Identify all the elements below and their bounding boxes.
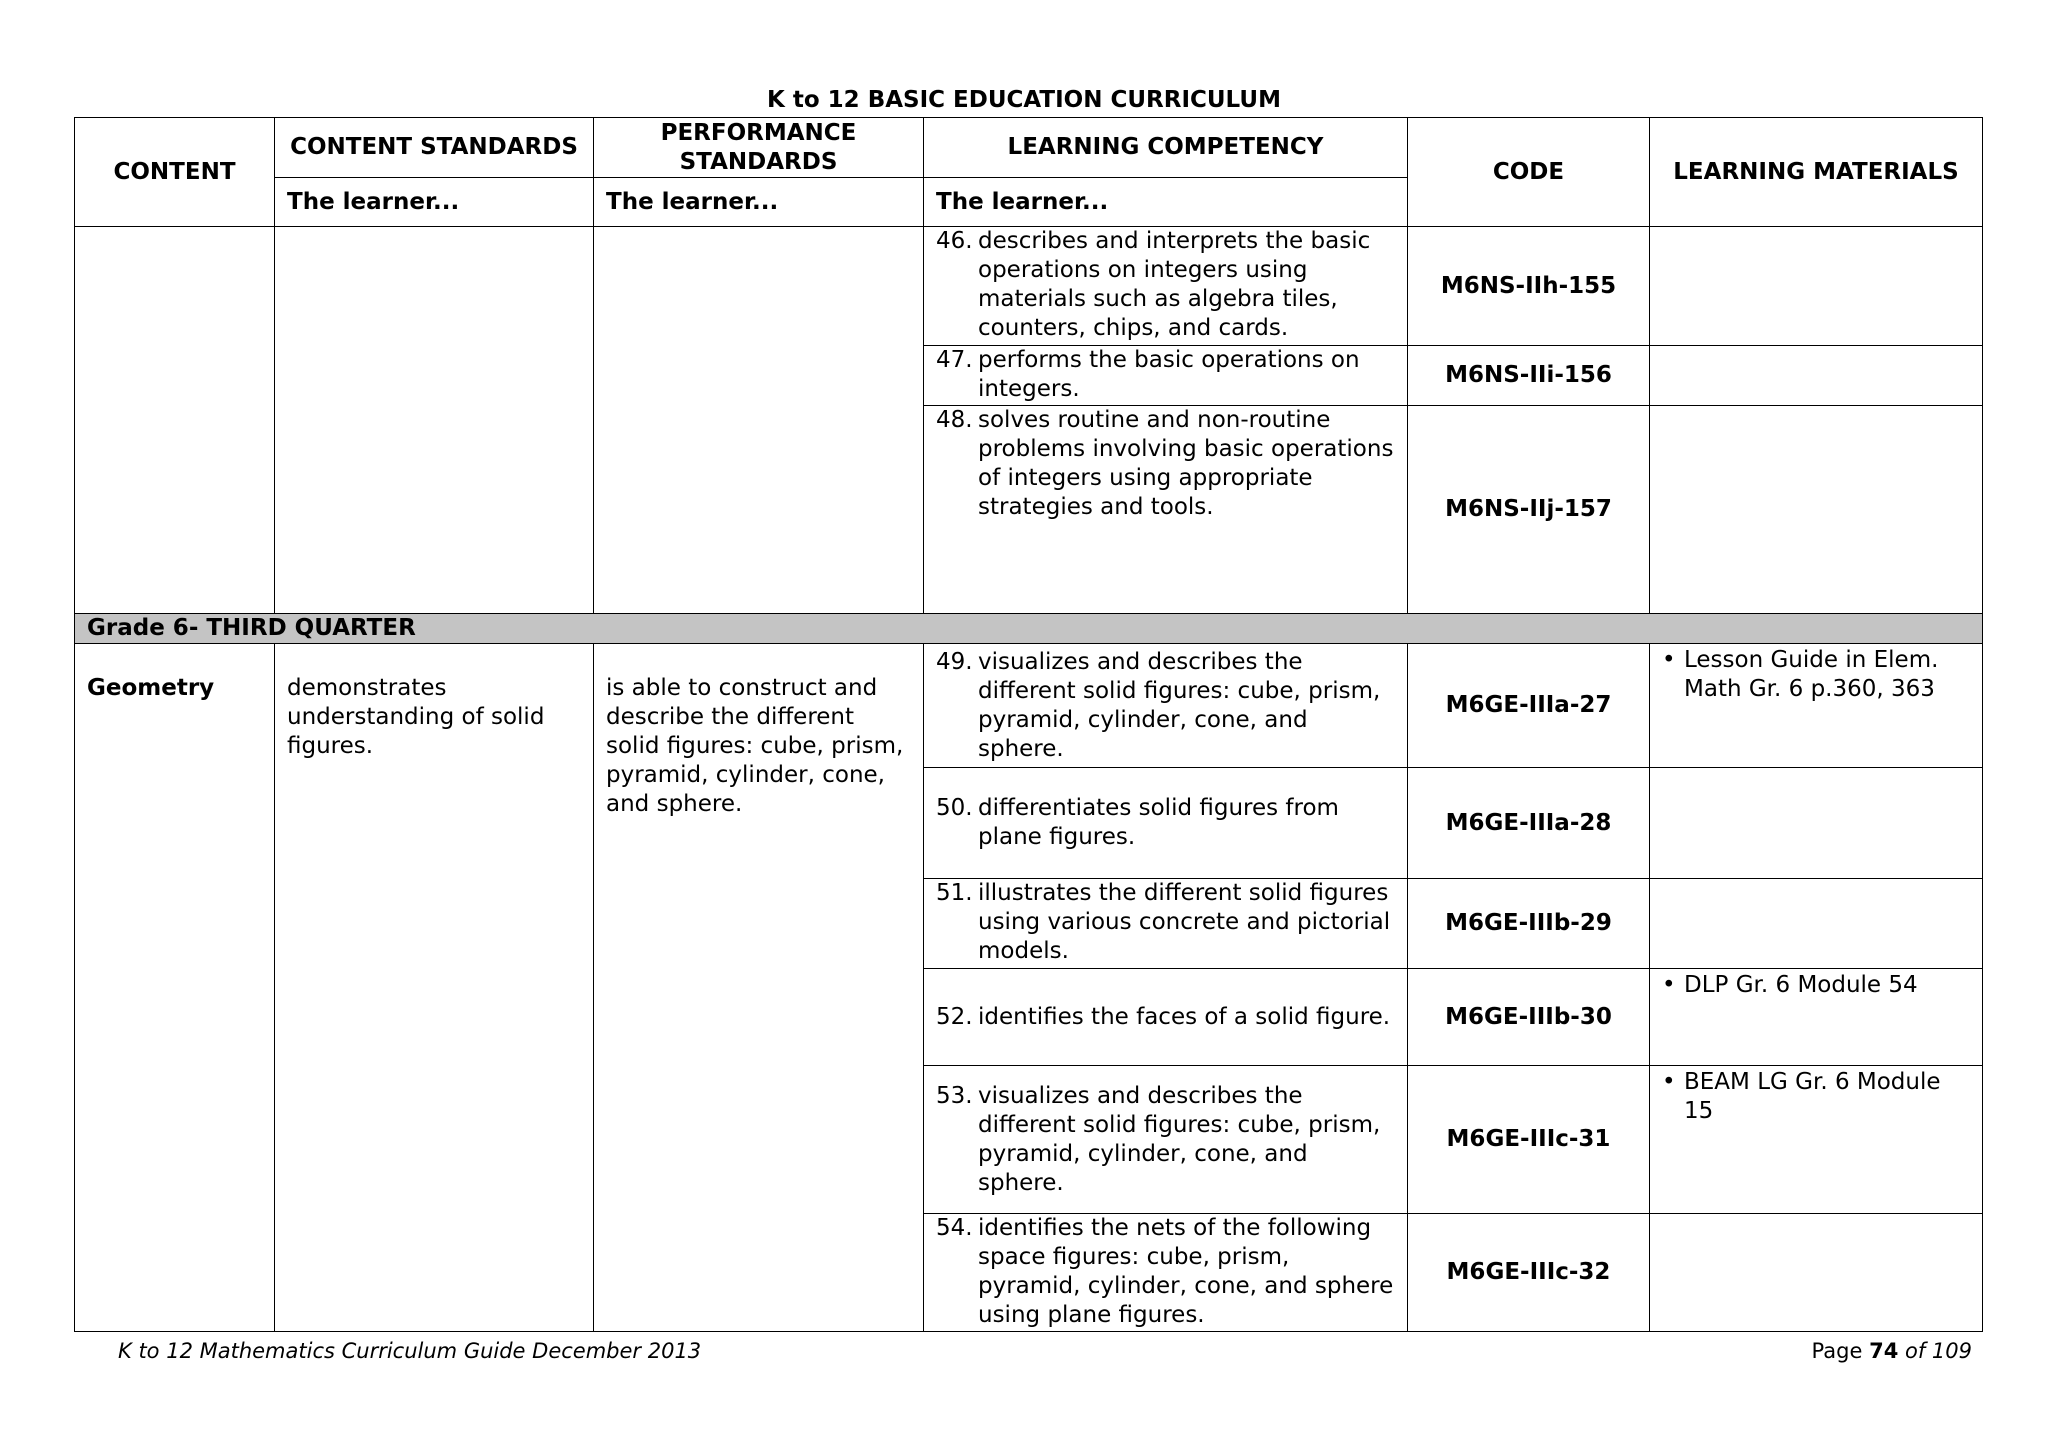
content-standard-cell-empty [275,227,594,614]
competency-cell [924,406,1408,614]
materials-cell [1650,1214,1983,1332]
materials-cell [1650,768,1983,879]
competency-cell [924,969,1408,1066]
competency-number: 51. [936,880,973,906]
footer-guide-title: K to 12 Mathematics Curriculum Guide December 2013 [118,1339,702,1363]
bullet-icon: • [1662,972,1676,998]
document-title: K to 12 BASIC EDUCATION CURRICULUM [767,87,1281,113]
page-total: of 109 [1905,1339,1972,1363]
header-learner-cs: The learner... [275,178,594,227]
header-learner-lc: The learner... [924,178,1408,227]
competency-cell [924,1066,1408,1214]
materials-cell [1650,406,1983,614]
code-cell: M6GE-IIIa-27 [1408,644,1650,768]
content-geometry: Geometry [75,644,275,1332]
code-cell: M6GE-IIIc-31 [1408,1066,1650,1214]
competency-cell [924,879,1408,969]
code-cell: M6NS-IIj-157 [1408,406,1650,614]
quarter-label: Grade 6- THIRD QUARTER [75,614,1983,644]
code-cell: M6NS-IIi-156 [1408,346,1650,406]
competency-cell [924,644,1408,768]
materials-cell [1650,879,1983,969]
materials-cell [1650,346,1983,406]
competency-number: 54. [936,1215,973,1241]
header-content: CONTENT [75,118,275,227]
footer-page-number [1812,1339,1972,1363]
curriculum-table [74,117,1983,1332]
competency-number: 48. [936,407,973,433]
content-standard-text: demonstrates understanding of solid figures. [275,644,594,1332]
bullet-icon: • [1662,647,1676,673]
competency-number: 52. [936,1003,973,1030]
header-code: CODE [1408,118,1650,227]
material-text: DLP Gr. 6 Module 54 [1684,972,1918,998]
competency-text: performs the basic operations on integers. [978,347,1360,402]
competency-cell [924,227,1408,346]
competency-text: solves routine and non-routine problems involving basic operations of integers using appropriate strategies and tools. [978,407,1394,520]
performance-standard-cell-empty [594,227,924,614]
code-cell: M6NS-IIh-155 [1408,227,1650,346]
materials-cell [1650,969,1983,1066]
competency-number: 46. [936,228,973,254]
material-text: BEAM LG Gr. 6 Module 15 [1684,1069,1941,1124]
code-cell: M6GE-IIIb-29 [1408,879,1650,969]
competency-text: illustrates the different solid figures using various concrete and pictorial models. [978,880,1391,964]
table-row [75,227,1983,346]
competency-number: 50. [936,795,973,821]
content-cell-empty [75,227,275,614]
material-text: Lesson Guide in Elem. Math Gr. 6 p.360, 363 [1684,647,1939,702]
header-learner-ps: The learner... [594,178,924,227]
competency-text: differentiates solid figures from plane figures. [978,795,1339,850]
competency-cell [924,1214,1408,1332]
page-current: 74 [1869,1339,1899,1363]
materials-cell [1650,227,1983,346]
competency-cell [924,768,1408,879]
code-cell: M6GE-IIIb-30 [1408,969,1650,1066]
materials-cell [1650,644,1983,768]
code-cell: M6GE-IIIc-32 [1408,1214,1650,1332]
performance-standard-text: is able to construct and describe the different solid figures: cube, prism, pyramid, cylinder, cone, and sphere. [594,644,924,1332]
competency-cell [924,346,1408,406]
bullet-icon: • [1662,1069,1676,1095]
materials-cell [1650,1066,1983,1214]
competency-text: visualizes and describes the different solid figures: cube, prism, pyramid, cylinder, cone, and sphere. [978,648,1381,762]
competency-number: 53. [936,1082,973,1109]
header-content-standards: CONTENT STANDARDS [275,118,594,178]
competency-number: 49. [936,648,973,675]
header-learning-competency: LEARNING COMPETENCY [924,118,1408,178]
competency-number: 47. [936,347,973,373]
header-performance-standards: PERFORMANCE STANDARDS [594,118,924,178]
competency-text: identifies the faces of a solid figure. [978,1003,1391,1030]
code-cell: M6GE-IIIa-28 [1408,768,1650,879]
table-row [75,644,1983,768]
competency-text: identifies the nets of the following space figures: cube, prism, pyramid, cylinder, cone, and sphere using plane figures. [978,1215,1394,1328]
page-label: Page [1811,1339,1863,1363]
quarter-row [75,614,1983,644]
header-learning-materials: LEARNING MATERIALS [1650,118,1983,227]
competency-text: describes and interprets the basic operations on integers using materials such as algebra tiles, counters, chips, and cards. [978,228,1371,341]
competency-text: visualizes and describes the different solid figures: cube, prism, pyramid, cylinder, cone, and sphere. [978,1082,1381,1196]
